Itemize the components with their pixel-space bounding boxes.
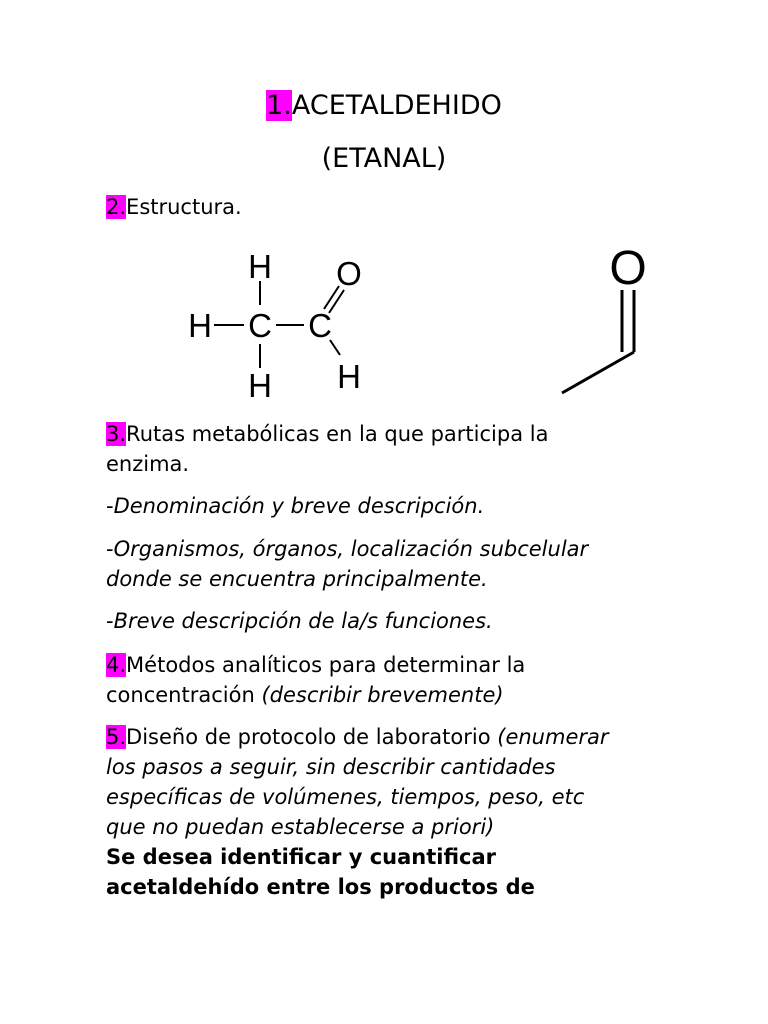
section-5-line1 xyxy=(106,722,666,752)
bullet-text: Organismos, órganos, localización subcelular xyxy=(113,537,589,561)
section-5-line2: los pasos a seguir, sin describir cantidades xyxy=(106,755,556,779)
atom-h-left: H xyxy=(188,307,212,344)
section-number-2: 2. xyxy=(106,195,127,219)
skeletal-formula-diagram xyxy=(550,240,660,400)
section-4-line2 xyxy=(106,680,666,710)
title-line1: ACETALDEHIDO xyxy=(291,90,502,121)
section-number-4: 4. xyxy=(106,653,127,677)
section-number-1: 1. xyxy=(266,90,292,121)
bullet-organismos xyxy=(106,534,666,594)
section-2-heading xyxy=(106,192,666,222)
section-4-label2: concentración xyxy=(106,683,262,707)
atom-c1: C xyxy=(248,307,272,344)
atom-h-right: H xyxy=(337,358,361,395)
bullet-dash: - xyxy=(106,537,114,561)
atom-h-top: H xyxy=(248,248,272,285)
structural-formula-diagram xyxy=(180,248,380,408)
section-3-label: Rutas metabólicas en la que participa la xyxy=(126,422,549,446)
section-5 xyxy=(106,722,666,902)
section-2-label: Estructura. xyxy=(126,195,242,219)
bullet-denominacion xyxy=(106,491,666,521)
section-4 xyxy=(106,650,666,710)
section-3-line2: enzima. xyxy=(106,452,190,476)
atom-h-bottom: H xyxy=(248,367,272,404)
section-4-line1 xyxy=(106,650,666,680)
atom-o: O xyxy=(336,255,362,292)
atom-c2: C xyxy=(308,307,332,344)
section-3 xyxy=(106,419,666,479)
section-5-line3: específicas de volúmenes, tiempos, peso, etc xyxy=(106,785,585,809)
bullet-funciones xyxy=(106,606,666,636)
section-3-line1 xyxy=(106,419,666,449)
page-title xyxy=(0,89,768,123)
bullet-dash: - xyxy=(106,609,114,633)
section-5-line4: que no puedan establecerse a priori) xyxy=(106,815,495,839)
skeletal-atom-o: O xyxy=(609,242,647,295)
bullet-text: Breve descripción de la/s funciones. xyxy=(113,609,493,633)
section-number-3: 3. xyxy=(106,422,127,446)
page-subtitle: (ETANAL) xyxy=(321,143,447,174)
section-4-label: Métodos analíticos para determinar la xyxy=(126,653,526,677)
section-number-5: 5. xyxy=(106,725,127,749)
section-5-label-italic: (enumerar xyxy=(497,725,609,749)
bold-line1: Se desea identificar y cuantificar xyxy=(106,845,496,869)
bullet-line1 xyxy=(106,534,666,564)
bullet-dash: - xyxy=(106,494,114,518)
section-5-label: Diseño de protocolo de laboratorio xyxy=(126,725,498,749)
bold-line2: acetaldehído entre los productos de xyxy=(106,875,535,899)
bullet-text: Denominación y breve descripción. xyxy=(113,494,485,518)
section-4-label2-italic: (describir brevemente) xyxy=(261,683,504,707)
bullet-line2: donde se encuentra principalmente. xyxy=(106,567,488,591)
